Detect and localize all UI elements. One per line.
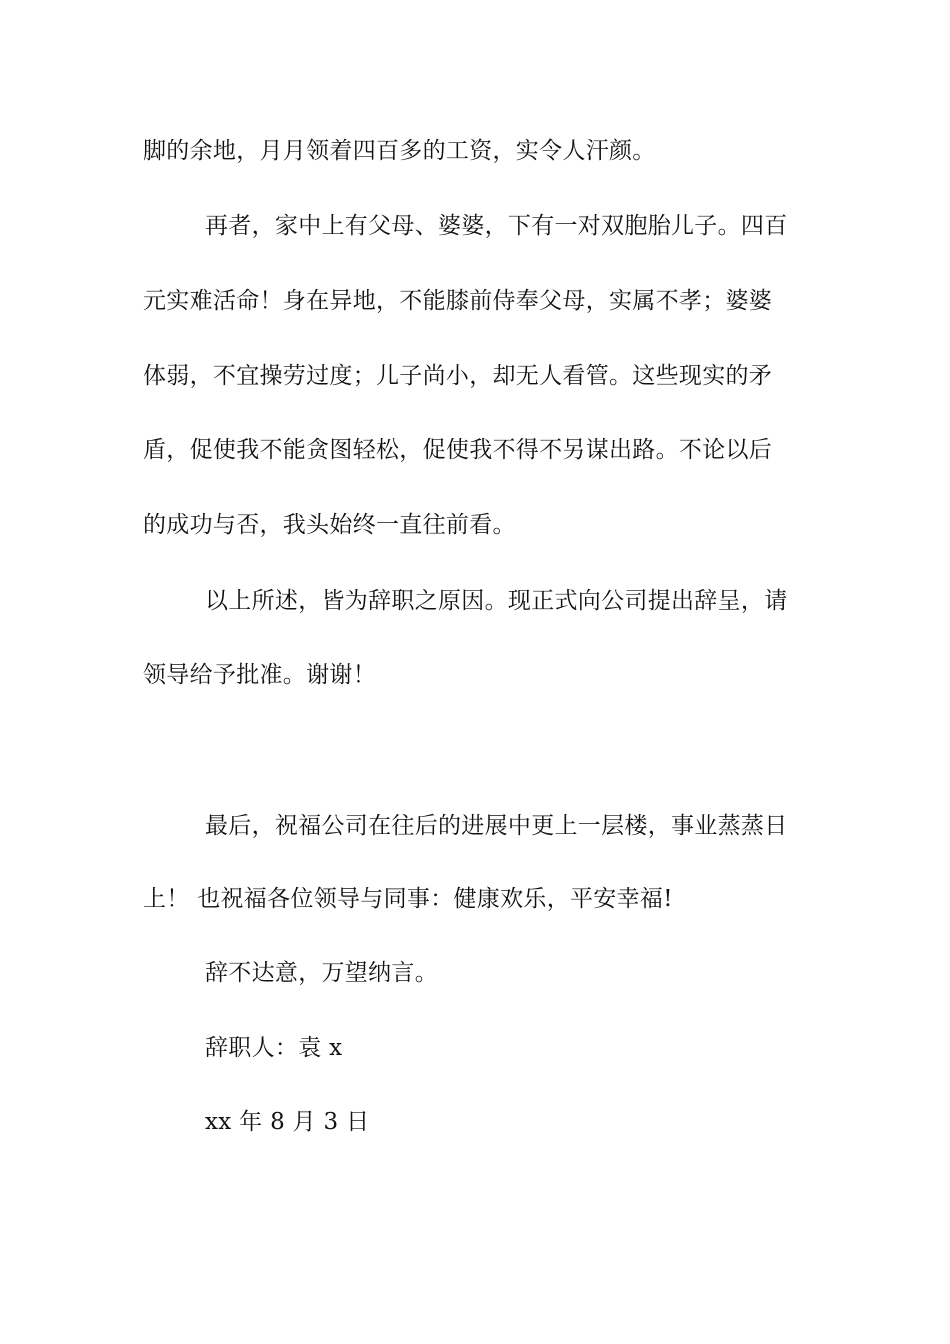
body-line-1: 脚的余地，月月领着四百多的工资，实令人汗颜。: [143, 138, 656, 164]
body-line-4: 体弱，不宜操劳过度；儿子尚小，却无人看管。这些现实的矛: [143, 363, 773, 389]
closing-line-1: 最后，祝福公司在往后的进展中更上一层楼，事业蒸蒸日: [205, 813, 788, 839]
body-line-8: 领导给予批准。谢谢！: [143, 662, 376, 688]
body-line-5: 盾，促使我不能贪图轻松，促使我不得不另谋出路。不论以后: [143, 437, 773, 463]
body-line-6: 的成功与否，我头始终一直往前看。: [143, 512, 516, 538]
signature-line: 辞职人：袁 x: [205, 1035, 343, 1061]
closing-remark: 辞不达意，万望纳言。: [205, 960, 438, 986]
closing-line-2: 上！ 也祝福各位领导与同事：健康欢乐，平安幸福!: [143, 886, 673, 912]
date-line: xx 年 8 月 3 日: [205, 1109, 370, 1135]
body-line-3: 元实难活命！身在异地，不能膝前侍奉父母，实属不孝；婆婆: [143, 288, 773, 314]
body-line-7: 以上所述，皆为辞职之原因。现正式向公司提出辞呈，请: [205, 588, 788, 614]
body-line-2: 再者，家中上有父母、婆婆，下有一对双胞胎儿子。四百: [205, 213, 788, 239]
